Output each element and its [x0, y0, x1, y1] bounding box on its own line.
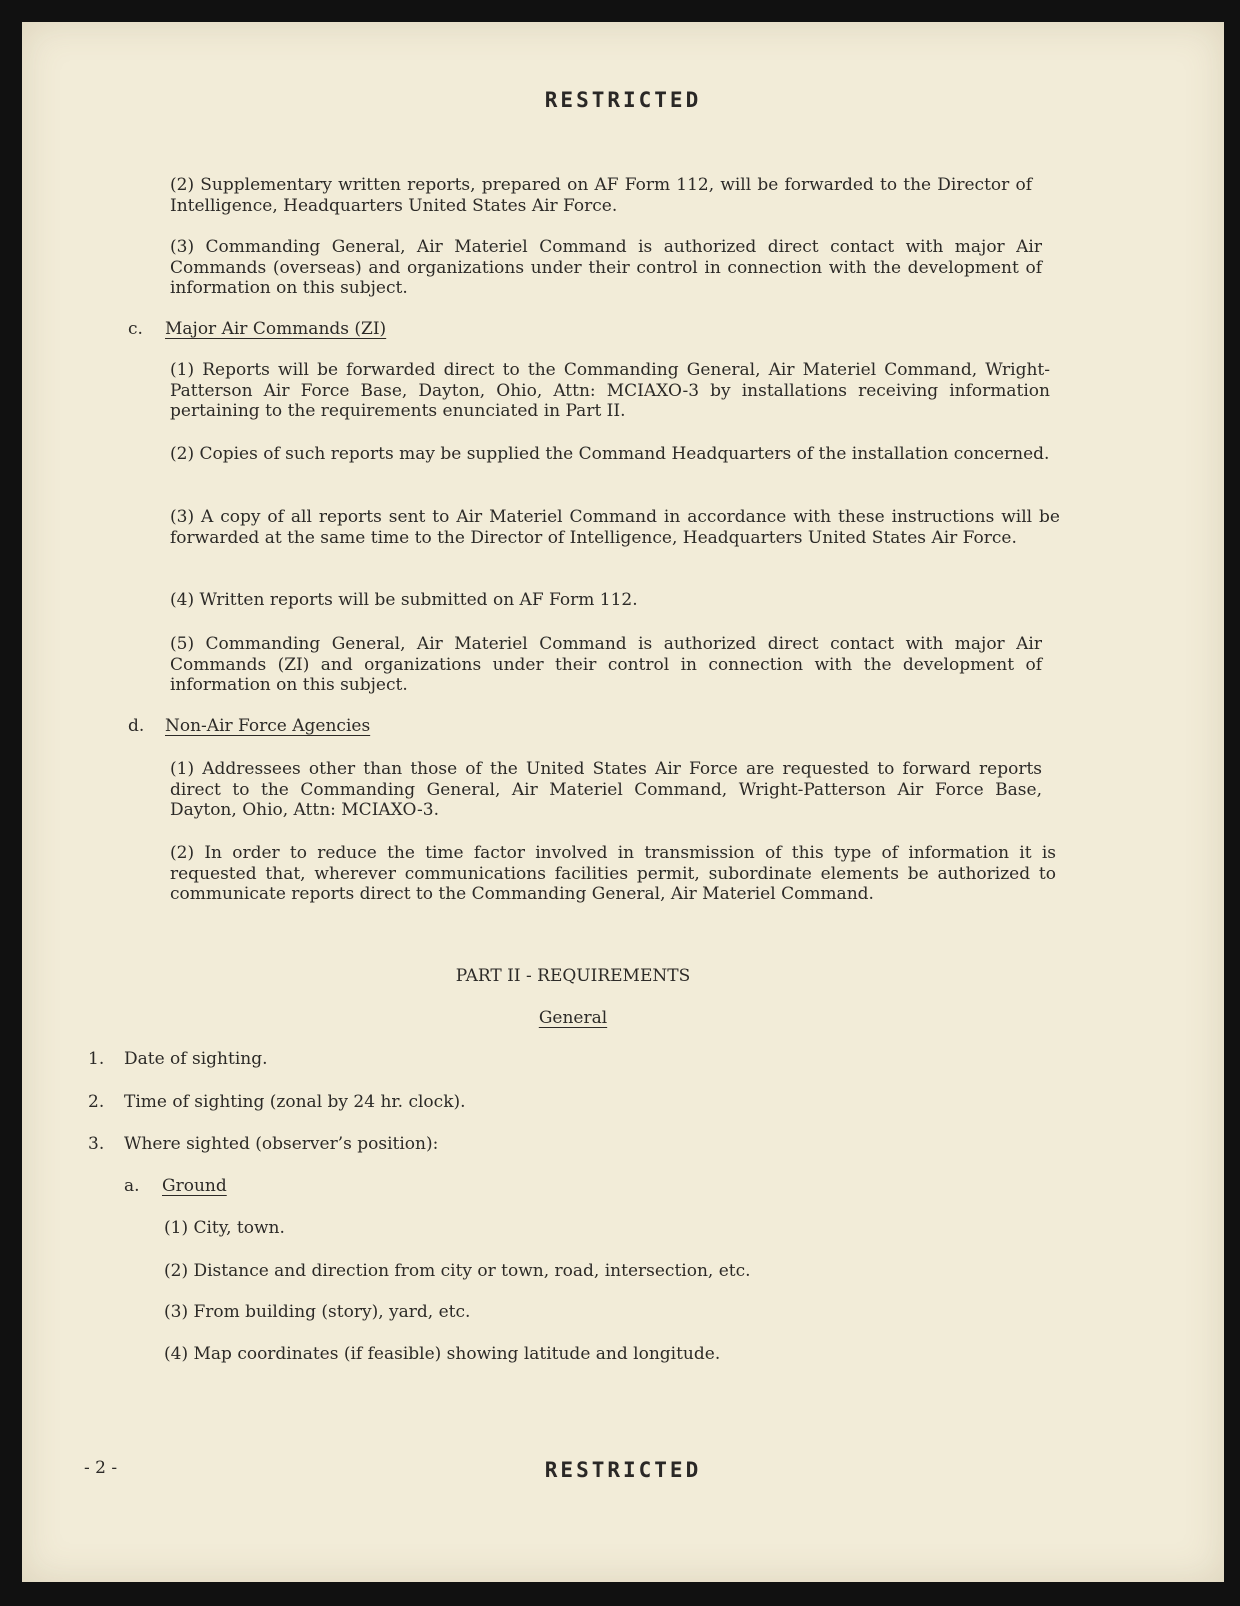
- item-3-text: Where sighted (observer’s position):: [124, 1134, 439, 1154]
- paragraph-c4: (4) Written reports will be submitted on AF Form 112.: [170, 590, 638, 610]
- ground-item-4: (4) Map coordinates (if feasible) showing latitude and longitude.: [164, 1344, 721, 1364]
- paragraph-c2: (2) Copies of such reports may be supplied the Command Headquarters of the installation concerned.: [170, 444, 1050, 464]
- paragraph-b2: (2) Supplementary written reports, prepared on AF Form 112, will be forwarded to the Director of Intelligence, Headquarters United States Air Force.: [170, 175, 1032, 216]
- paragraph-d2: (2) In order to reduce the time factor involved in transmission of this type of information it is requested that, wherever communications facilities permit, subordinate elements be authorized to communicate reports direct to the Commanding General, Air Materiel Command.: [170, 843, 1056, 904]
- section-d-letter: d.: [128, 716, 145, 736]
- classification-footer: RESTRICTED: [544, 1458, 702, 1482]
- section-d-title: Non-Air Force Agencies: [165, 716, 371, 736]
- page-number: - 2 -: [84, 1458, 118, 1478]
- paragraph-c5: (5) Commanding General, Air Materiel Command is authorized direct contact with major Air Commands (ZI) and organizations under their control in connection with the development of information on this subject.: [170, 634, 1042, 695]
- ground-item-1: (1) City, town.: [164, 1218, 285, 1238]
- item-2-text: Time of sighting (zonal by 24 hr. clock).: [124, 1092, 466, 1112]
- item-1-number: 1.: [88, 1049, 105, 1069]
- section-c-title: Major Air Commands (ZI): [165, 319, 387, 339]
- sub-a-title: Ground: [162, 1176, 227, 1196]
- part2-subheading: General: [538, 1008, 608, 1028]
- paragraph-b3: (3) Commanding General, Air Materiel Command is authorized direct contact with major Air Commands (overseas) and organizations under their control in connection with the development of information on this subject.: [170, 237, 1042, 298]
- paragraph-c3: (3) A copy of all reports sent to Air Materiel Command in accordance with these instructions will be forwarded at the same time to the Director of Intelligence, Headquarters United States Air Force.: [170, 507, 1060, 548]
- part2-heading: PART II - REQUIREMENTS: [455, 966, 691, 986]
- section-c-letter: c.: [128, 319, 143, 339]
- classification-header: RESTRICTED: [544, 88, 702, 112]
- item-3-number: 3.: [88, 1134, 105, 1154]
- paragraph-d1: (1) Addressees other than those of the United States Air Force are requested to forward reports direct to the Commanding General, Air Materiel Command, Wright-Patterson Air Force Base, Dayton, Ohio, Attn: MCIAXO-3.: [170, 759, 1042, 820]
- document-page: [22, 22, 1224, 1582]
- item-2-number: 2.: [88, 1092, 105, 1112]
- ground-item-3: (3) From building (story), yard, etc.: [164, 1302, 471, 1322]
- item-1-text: Date of sighting.: [124, 1049, 268, 1069]
- ground-item-2: (2) Distance and direction from city or town, road, intersection, etc.: [164, 1261, 751, 1281]
- sub-a-letter: a.: [124, 1176, 140, 1196]
- paragraph-c1: (1) Reports will be forwarded direct to the Commanding General, Air Materiel Command, Wright-Patterson Air Force Base, Dayton, Ohio, Attn: MCIAXO-3 by installations receiving information pertaining to the requirements enunciated in Part II.: [170, 360, 1050, 421]
